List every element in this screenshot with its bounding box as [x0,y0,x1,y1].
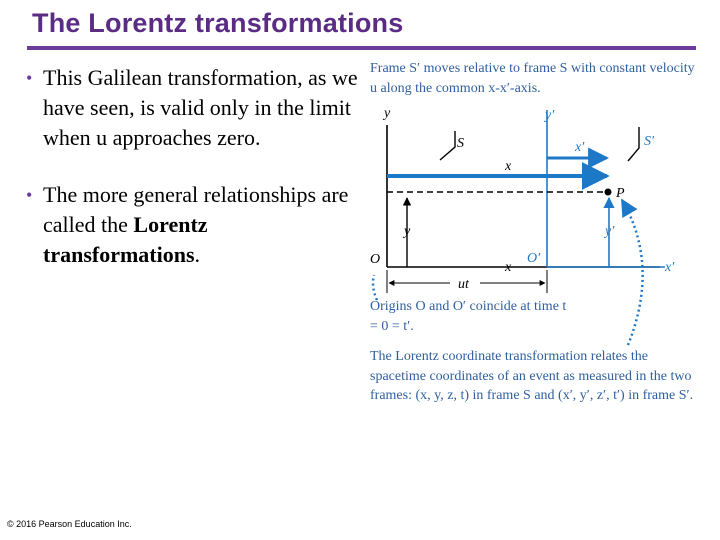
y-axis-label: y [384,106,391,121]
y-prime-axis-label: y′ [545,108,555,123]
x-distance-label: x [505,159,512,174]
bullet-list [26,63,361,297]
bullet-item-1 [26,63,361,153]
frame-S-prime-marker [628,127,639,161]
figure-bottom-caption: The Lorentz coordinate transformation relates the spacetime coordinates of an event as measured in the two frames: (x, y, z, t) in frame S and (x′, y′, z′, t′) in frame S′. [370,349,694,403]
origin-O-prime-label: O′ [527,251,541,266]
frame-S-marker [440,131,455,160]
y-coordinate-label: y [404,224,411,239]
bullet-text-2-bold: Lorentz transformations [43,212,208,267]
frame-S-label: S [457,136,464,151]
bullet-dot-icon: • [26,68,33,88]
title-underline [27,46,696,50]
origin-O-label: O [370,252,381,267]
bullet-text-2a: The more general relationships are called the [43,182,349,237]
figure-origin-caption: Origins O and O′ coincide at time t = 0 = t′. [370,299,567,334]
bullet-dot-icon: • [26,185,33,205]
lorentz-frames-figure [360,55,700,435]
bullet-item-2 [26,180,361,270]
frame-S-prime-label: S′ [644,134,655,149]
x-axis-label: x [505,260,512,275]
event-P-label: P [616,186,625,201]
x-prime-axis-label: x′ [665,260,675,275]
slide-title: The Lorentz transformations [32,8,404,38]
y-prime-coordinate-label: y′ [605,224,615,239]
event-point-P [605,189,612,196]
x-prime-label: x′ [575,140,585,155]
bullet-text-1: This Galilean transformation, as we have seen, is valid only in the limit when u approaches zero. [43,65,358,150]
ut-label: ut [458,277,469,292]
figure-top-caption: Frame S′ moves relative to frame S with constant velocity u along the common x-x′-axis. [370,61,695,96]
copyright-text: © 2016 Pearson Education Inc. [7,519,132,529]
bullet-text-2b: . [194,242,201,267]
event-callout-dotted [622,200,643,345]
